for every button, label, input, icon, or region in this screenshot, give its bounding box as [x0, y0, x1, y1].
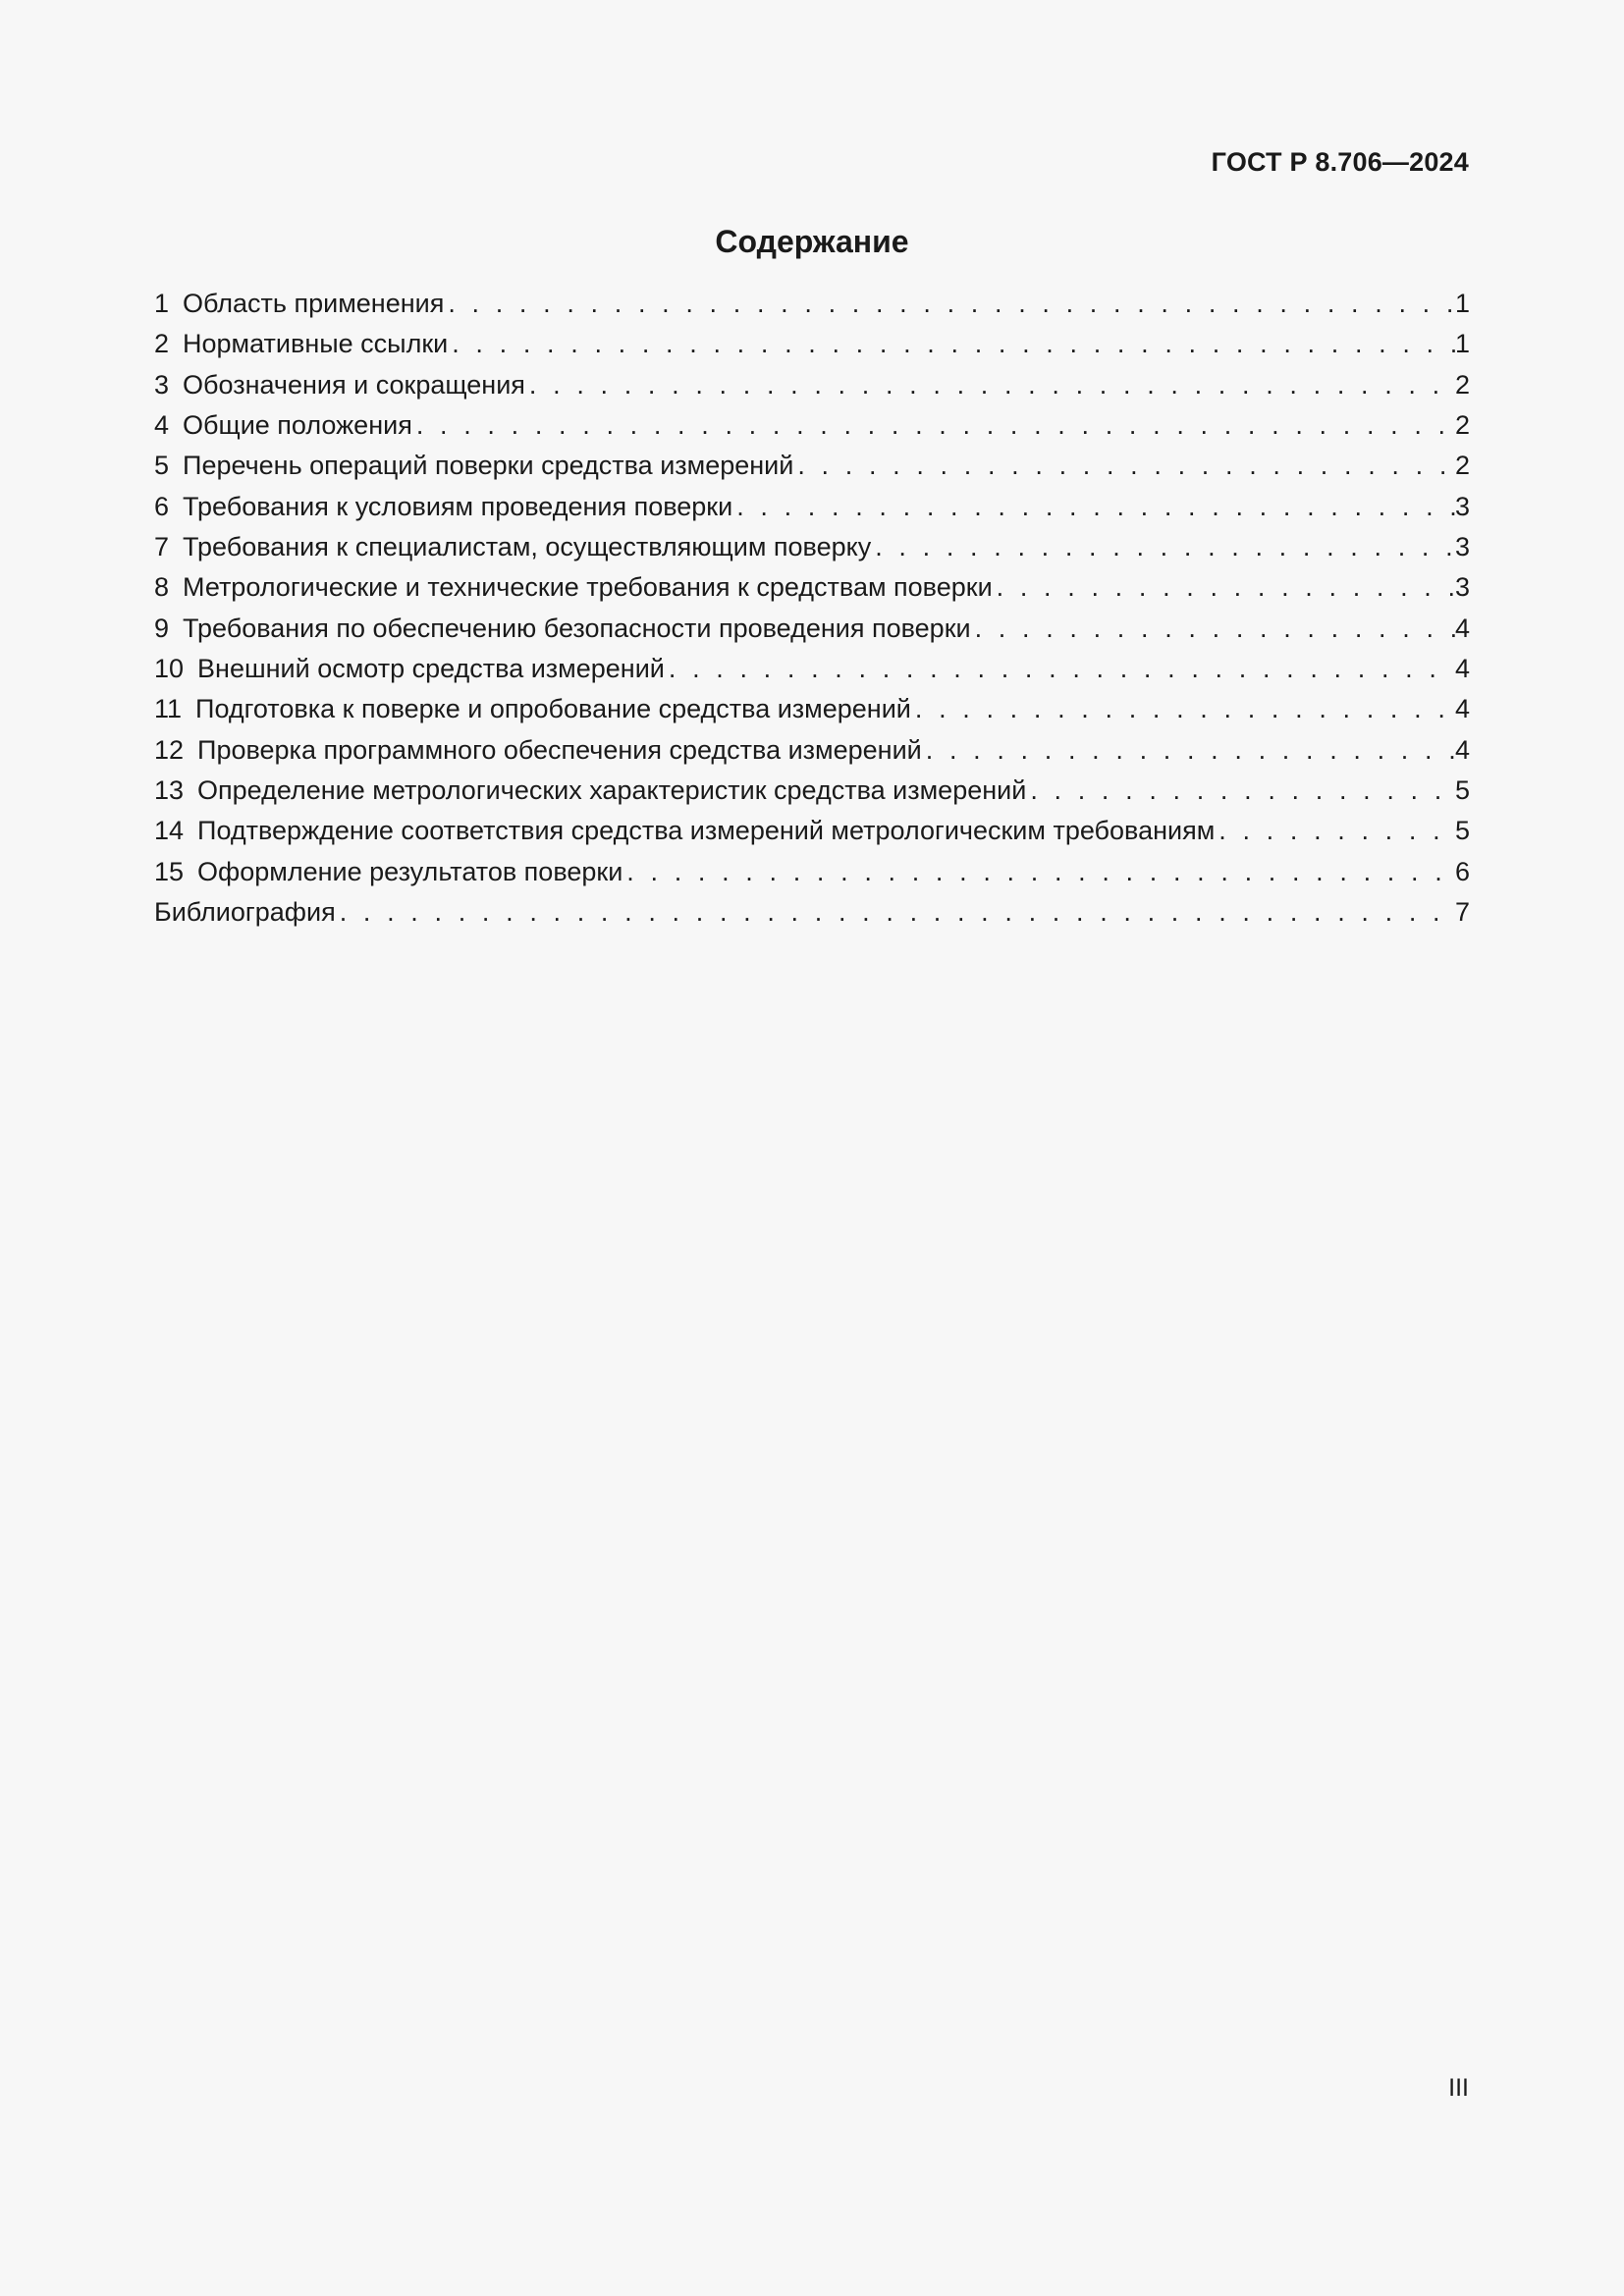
toc-entry-title: Определение метрологических характеристик средства измерений [197, 775, 1027, 806]
toc-entry-title: Требования к условиям проведения поверки [183, 491, 733, 521]
toc-entry-title: Внешний осмотр средства измерений [197, 654, 665, 684]
toc-leader-dots [732, 487, 1455, 527]
toc-entry-number: 7 [154, 532, 170, 562]
toc-entry-title: Требования к специалистам, осуществляющим поверку [183, 532, 872, 562]
toc-entry[interactable] [154, 487, 1470, 527]
toc-entry-title: Нормативные ссылки [183, 329, 449, 359]
toc-entry[interactable] [154, 649, 1470, 689]
toc-leader-dots [525, 365, 1455, 405]
toc-entry-number: 3 [154, 369, 170, 400]
toc-entry-title: Подготовка к поверке и опробование средства измерений [195, 694, 911, 724]
toc-entry[interactable] [154, 527, 1470, 567]
toc-entry-page: 5 [1454, 775, 1470, 806]
toc-entry-page: 3 [1454, 572, 1470, 603]
toc-entry-number: 5 [154, 451, 170, 481]
toc-entry-page: 4 [1454, 694, 1470, 724]
toc-entry-number: 10 [154, 654, 185, 684]
toc-entry[interactable] [154, 730, 1470, 771]
toc-entry[interactable] [154, 284, 1470, 324]
toc-entry-page: 5 [1454, 816, 1470, 846]
toc-leader-dots [623, 852, 1455, 892]
toc-entry-page: 3 [1454, 491, 1470, 521]
toc-leader-dots [336, 892, 1455, 933]
toc-leader-dots [1215, 811, 1455, 851]
toc-entry-page: 4 [1454, 654, 1470, 684]
toc-entry-page: 2 [1454, 410, 1470, 441]
document-code: ГОСТ Р 8.706—2024 [1211, 147, 1469, 177]
toc-leader-dots [993, 567, 1455, 608]
toc-entry-page: 1 [1454, 289, 1470, 318]
toc-entry-title: Область применения [183, 289, 445, 318]
toc-entry-title: Общие положения [183, 410, 412, 441]
toc-entry-page: 4 [1454, 734, 1470, 765]
toc-entry-title: Библиография [154, 897, 336, 928]
toc-entry[interactable] [154, 811, 1470, 851]
toc-entry-title: Обозначения и сокращения [183, 369, 525, 400]
toc-entry-title: Перечень операций поверки средства измерений [183, 451, 794, 481]
toc-leader-dots [793, 446, 1455, 486]
toc-entry-number: 12 [154, 734, 185, 765]
toc-entry-number: 1 [154, 289, 170, 318]
toc-entry[interactable] [154, 405, 1470, 446]
toc-entry-title: Требования по обеспечению безопасности проведения поверки [183, 613, 971, 643]
toc-leader-dots [412, 405, 1455, 446]
toc-leader-dots [665, 649, 1455, 689]
toc-entry[interactable] [154, 609, 1470, 649]
toc-entry-title: Оформление результатов поверки [197, 856, 623, 886]
toc-entry-number: 6 [154, 491, 170, 521]
toc-entry[interactable] [154, 365, 1470, 405]
toc-entry-page: 4 [1454, 613, 1470, 643]
toc-entry-number: 11 [154, 694, 183, 724]
toc-entry-page: 7 [1454, 897, 1470, 928]
toc-leader-dots [448, 324, 1455, 364]
toc-entry-number: 13 [154, 775, 185, 806]
table-of-contents [154, 284, 1470, 934]
toc-entry[interactable] [154, 567, 1470, 608]
toc-leader-dots [444, 284, 1455, 324]
toc-leader-dots [1026, 771, 1455, 811]
toc-entry-page: 1 [1454, 329, 1470, 359]
toc-entry-page: 2 [1454, 451, 1470, 481]
toc-leader-dots [971, 609, 1455, 649]
toc-entry[interactable] [154, 852, 1470, 892]
toc-entry-bibliography[interactable] [154, 892, 1470, 933]
toc-entry[interactable] [154, 771, 1470, 811]
toc-entry-page: 3 [1454, 532, 1470, 562]
toc-entry-title: Проверка программного обеспечения средства измерений [197, 734, 922, 765]
toc-entry-number: 14 [154, 816, 185, 846]
toc-entry-number: 4 [154, 410, 170, 441]
toc-entry-title: Метрологические и технические требования к средствам поверки [183, 572, 993, 603]
toc-leader-dots [871, 527, 1455, 567]
toc-entry[interactable] [154, 689, 1470, 729]
page-number: III [1448, 2074, 1469, 2102]
toc-entry-number: 2 [154, 329, 170, 359]
toc-entry-number: 15 [154, 856, 185, 886]
toc-leader-dots [911, 689, 1455, 729]
toc-leader-dots [922, 730, 1455, 771]
toc-entry-number: 8 [154, 572, 170, 603]
toc-entry[interactable] [154, 324, 1470, 364]
toc-entry-title: Подтверждение соответствия средства измерений метрологическим требованиям [197, 816, 1216, 846]
toc-entry-page: 2 [1454, 369, 1470, 400]
toc-entry-page: 6 [1454, 856, 1470, 886]
toc-entry-number: 9 [154, 613, 170, 643]
toc-heading: Содержание [715, 224, 909, 259]
toc-entry[interactable] [154, 446, 1470, 486]
